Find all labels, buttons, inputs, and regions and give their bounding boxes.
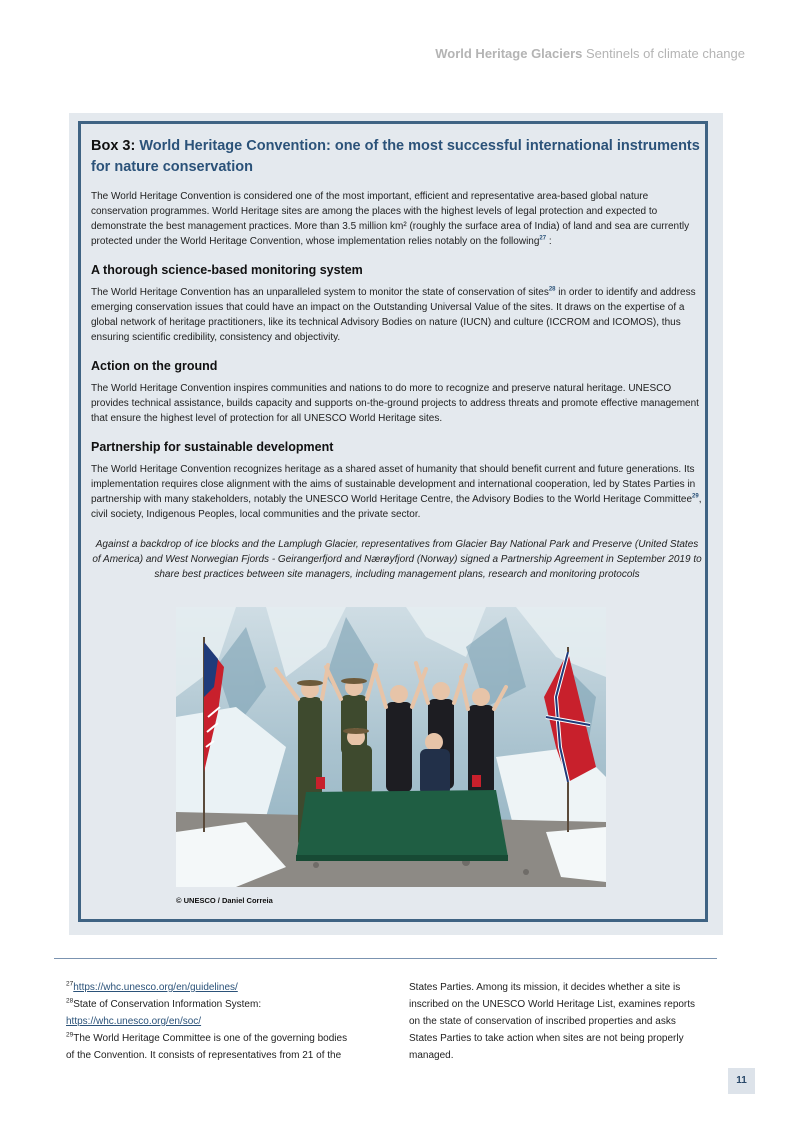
running-header — [435, 46, 745, 61]
monitoring-text-a: The World Heritage Convention has an unparalleled system to monitor the state of conservation of sites — [91, 287, 549, 298]
box-title-text: World Heritage Convention: one of the most successful international instruments for nature conservation — [91, 138, 700, 175]
running-header-subtitle: Sentinels of climate change — [586, 46, 745, 61]
monitoring-text-b: in order to identify and address emerging conservation issues that could have an impact on the Outstanding Universal Value of the sites. It draws on the expertise of a global network of heritage practitioners, like its technical Advisory Bodies on nature (IUCN) and culture (ICCROM and ICOMOS), thus ensuring scientific credibility, consistency and objectivity. — [91, 287, 696, 343]
footnote-29-cont-2: inscribed on the UNESCO World Heritage List, examines reports — [409, 999, 696, 1010]
photo-caption: Against a backdrop of ice blocks and the Lamplugh Glacier, representatives from Glacier Bay National Park and Preserve (United States of America) and West Norwegian Fjords - Geirangerfjord and Nærøyfjord (Norway) signed a Partnership Agreement in September 2019 to share best practices between site managers, including management plans, research and monitoring protocols — [92, 539, 702, 580]
intro-text: The World Heritage Convention is considered one of the most important, efficient and representative area-based global nature conservation programmes. World Heritage sites are among the places with the highest levels of legal protection and expected to demonstrate the best management practices. More than 3.5 million km² (roughly the surface area of India) of land and sea are currently protected under the World Heritage Convention, whose implementation relies notably on the following — [91, 191, 690, 247]
footnote-29-cont-3: on the state of conservation of inscribed properties and asks — [409, 1016, 676, 1027]
footnote-29-cont-5: managed. — [409, 1050, 454, 1061]
section-heading-monitoring: A thorough science-based monitoring system — [91, 263, 363, 277]
footnote-27-link[interactable]: https://whc.unesco.org/en/guidelines/ — [73, 982, 238, 993]
section-heading-action: Action on the ground — [91, 359, 218, 373]
footnote-29-cont-4: States Parties to take action when sites are not being properly — [409, 1033, 684, 1044]
footnotes-left-column — [66, 979, 366, 1064]
footnote-28-link-line — [66, 1013, 366, 1030]
glacier-signing-photo — [176, 607, 606, 887]
footnote-28-text: State of Conservation Information System: — [73, 999, 262, 1010]
action-paragraph: The World Heritage Convention inspires communities and nations to do more to recognize and preserve natural heritage. UNESCO provides technical assistance, builds capacity and supports on-the-ground projects to address threats and promote effective management that ensure the highest level of protection for all UNESCO World Heritage sites. — [91, 383, 699, 424]
footnote-28-link[interactable]: https://whc.unesco.org/en/soc/ — [66, 1016, 202, 1027]
box-label: Box 3: — [91, 138, 136, 154]
footer-divider — [54, 958, 717, 959]
footnote-28 — [66, 996, 366, 1013]
footnote-27-number: 27 — [66, 980, 74, 988]
footnote-29-number: 29 — [66, 1031, 74, 1039]
footnote-ref-28[interactable]: 28 — [548, 286, 556, 293]
intro-paragraph — [91, 189, 703, 249]
footnote-29-line-1: The World Heritage Committee is one of the governing bodies — [73, 1033, 348, 1044]
footnote-29-line-2: of the Convention. It consists of representatives from 21 of the — [66, 1050, 342, 1061]
box-content — [91, 136, 703, 582]
partnership-paragraph — [91, 462, 703, 522]
footnote-29 — [66, 1030, 366, 1047]
footnote-ref-27[interactable]: 27 — [539, 235, 547, 242]
box-title — [91, 136, 703, 178]
page-number: 11 — [728, 1068, 755, 1094]
footnote-29-cont-1: States Parties. Among its mission, it decides whether a site is — [409, 982, 681, 993]
partnership-text-a: The World Heritage Convention recognizes heritage as a shared asset of humanity that should benefit current and future generations. Its implementation requires close alignment with the aims of sustainable development and international cooperation, led by States Parties in partnership with many stakeholders, notably the UNESCO World Heritage Centre, the Advisory Bodies to the World Heritage Committee — [91, 464, 696, 505]
footnote-28-number: 28 — [66, 997, 74, 1005]
footnote-ref-29[interactable]: 29 — [692, 493, 699, 500]
section-heading-partnership: Partnership for sustainable development — [91, 440, 334, 454]
monitoring-paragraph — [91, 285, 703, 345]
intro-end: : — [546, 236, 552, 247]
footnote-27 — [66, 979, 366, 996]
photo-credit: © UNESCO / Daniel Correia — [176, 896, 273, 905]
partnership-text-b: , civil society, Indigenous Peoples, local communities and the private sector. — [91, 494, 702, 520]
footnotes-right-column — [409, 979, 709, 1064]
running-header-title: World Heritage Glaciers — [435, 46, 583, 61]
